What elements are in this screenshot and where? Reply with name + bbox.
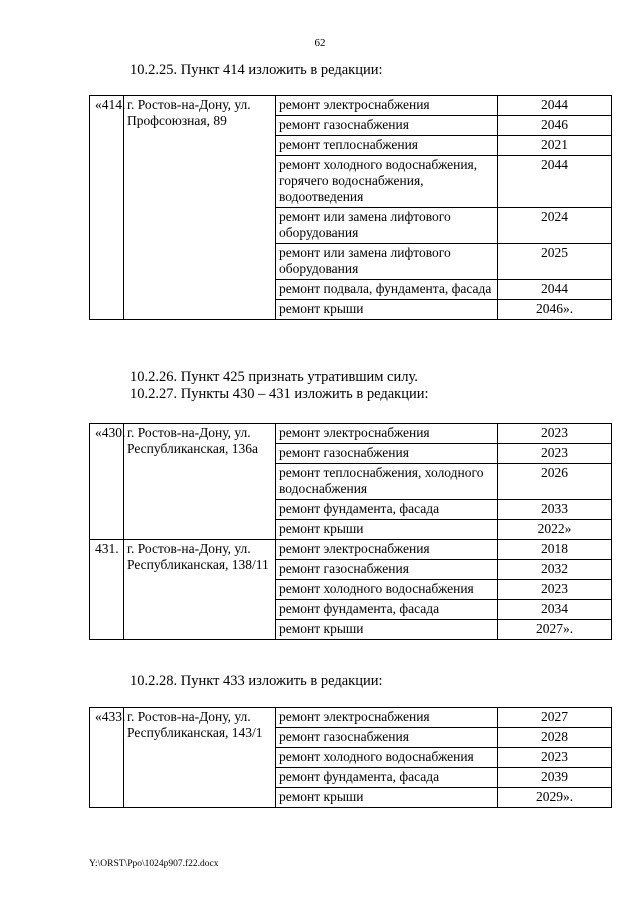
work-year: 2046». [498,300,612,320]
work-year: 2046 [498,116,612,136]
item-number: 431. [90,540,124,640]
table-items-430-431 [89,423,612,640]
work-year: 2034 [498,600,612,620]
work-type: ремонт электроснабжения [276,708,498,728]
table-row [90,96,612,116]
work-type: ремонт крыши [276,788,498,808]
section-heading-430-431: 10.2.27. Пункты 430 – 431 изложить в редакции: [130,386,429,402]
work-year: 2033 [498,500,612,520]
work-type: ремонт крыши [276,620,498,640]
work-year: 2044 [498,280,612,300]
item-number: «414. [90,96,124,320]
work-type: ремонт фундамента, фасада [276,500,498,520]
work-year: 2023 [498,580,612,600]
work-year: 2023 [498,424,612,444]
work-year: 2027 [498,708,612,728]
work-type: ремонт или замена лифтового оборудования [276,244,498,280]
work-type: ремонт газоснабжения [276,560,498,580]
work-type: ремонт теплоснабжения [276,136,498,156]
building-address: г. Ростов-на-Дону, ул. Республиканская, 143/1 [124,708,276,808]
page-number: 62 [314,37,326,49]
section-heading-433: 10.2.28. Пункт 433 изложить в редакции: [130,673,383,689]
work-type: ремонт фундамента, фасада [276,768,498,788]
work-year: 2022» [498,520,612,540]
work-type: ремонт теплоснабжения, холодного водоснабжения [276,464,498,500]
work-type: ремонт газоснабжения [276,444,498,464]
work-year: 2044 [498,96,612,116]
building-address: г. Ростов-на-Дону, ул. Профсоюзная, 89 [124,96,276,320]
table-row [90,424,612,444]
work-type: ремонт фундамента, фасада [276,600,498,620]
building-address: г. Ростов-на-Дону, ул. Республиканская, 136а [124,424,276,540]
work-year: 2025 [498,244,612,280]
work-type: ремонт холодного водоснабжения [276,580,498,600]
work-year: 2039 [498,768,612,788]
work-type: ремонт крыши [276,520,498,540]
work-type: ремонт холодного водоснабжения, горячего водоснабжения, водоотведения [276,156,498,208]
section-heading-425: 10.2.26. Пункт 425 признать утратившим силу. [130,369,418,385]
work-type: ремонт газоснабжения [276,728,498,748]
work-type: ремонт подвала, фундамента, фасада [276,280,498,300]
work-type: ремонт газоснабжения [276,116,498,136]
work-type: ремонт электроснабжения [276,96,498,116]
section-heading-414: 10.2.25. Пункт 414 изложить в редакции: [130,62,383,78]
work-year: 2027». [498,620,612,640]
work-type: ремонт электроснабжения [276,540,498,560]
work-year: 2023 [498,748,612,768]
work-type: ремонт холодного водоснабжения [276,748,498,768]
building-address: г. Ростов-на-Дону, ул. Республиканская, 138/11 [124,540,276,640]
work-year: 2028 [498,728,612,748]
table-row [90,708,612,728]
work-year: 2021 [498,136,612,156]
work-type: ремонт крыши [276,300,498,320]
work-year: 2029». [498,788,612,808]
work-year: 2024 [498,208,612,244]
work-year: 2018 [498,540,612,560]
table-item-433 [89,707,612,808]
work-year: 2044 [498,156,612,208]
table-row [90,540,612,560]
work-year: 2023 [498,444,612,464]
file-path-footer: Y:\ORST\Ppo\1024p907.f22.docx [89,859,219,869]
work-type: ремонт электроснабжения [276,424,498,444]
item-number: «430. [90,424,124,540]
work-type: ремонт или замена лифтового оборудования [276,208,498,244]
table-item-414 [89,95,612,320]
work-year: 2032 [498,560,612,580]
work-year: 2026 [498,464,612,500]
item-number: «433. [90,708,124,808]
